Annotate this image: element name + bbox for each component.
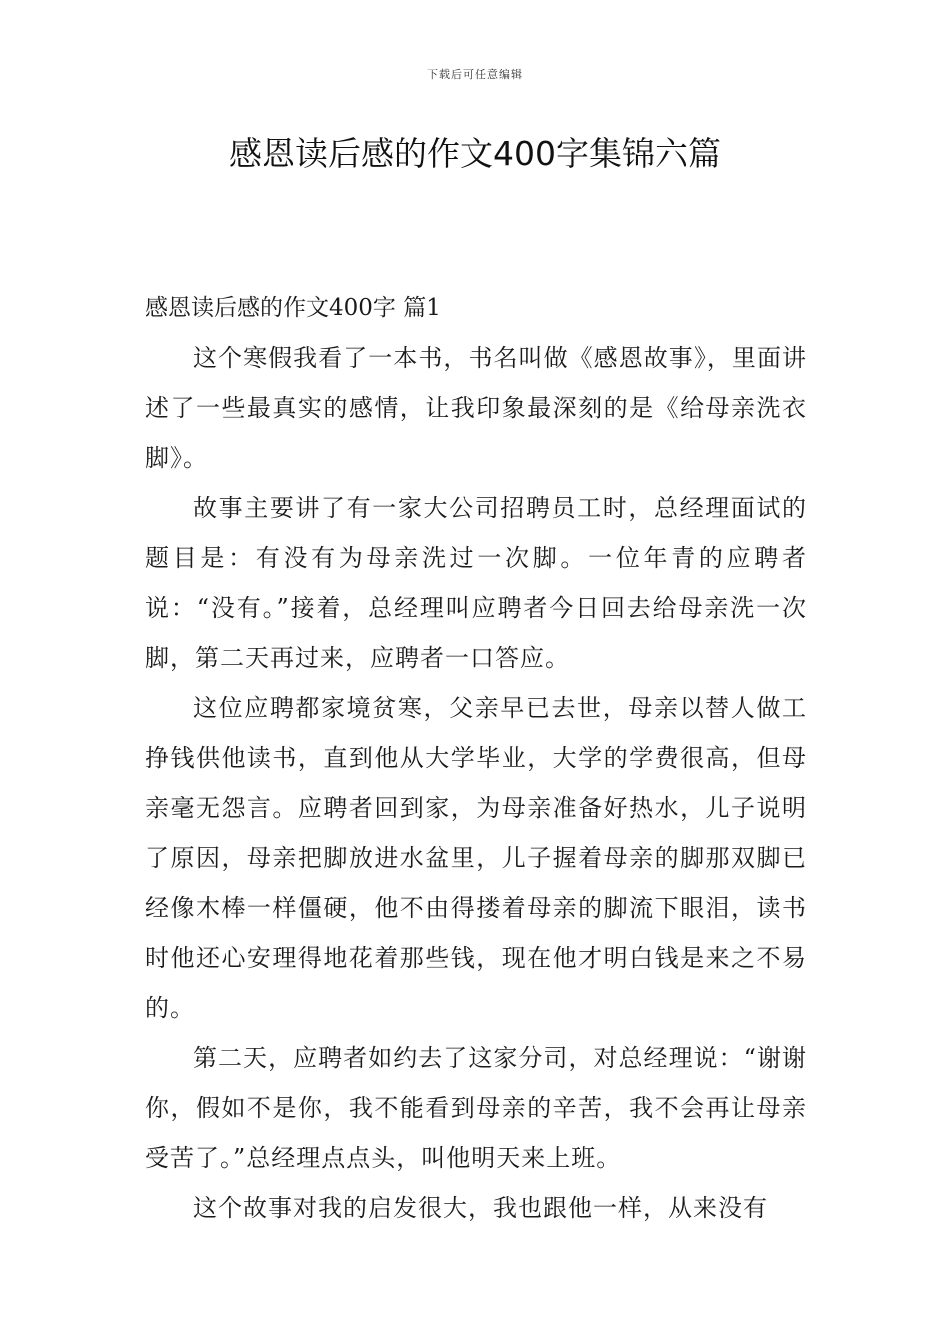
paragraph: 这个故事对我的启发很大，我也跟他一样，从来没有 bbox=[193, 1194, 768, 1222]
document-title: 感恩读后感的作文400字集锦六篇 bbox=[229, 134, 721, 173]
paragraph: 第二天，应聘者如约去了这家分司，对总经理说：“谢谢你，假如不是你，我不能看到母亲的辛苦，我不会再让母亲受苦了。”总经理点点头，叫他明天来上班。 bbox=[145, 1044, 807, 1172]
paragraph: 故事主要讲了有一家大公司招聘员工时，总经理面试的题目是：有没有为母亲洗过一次脚。一位年青的应聘者说：“没有。”接着，总经理叫应聘者今日回去给母亲洗一次脚，第二天再过来，应聘者一口答应。 bbox=[145, 494, 807, 672]
section-heading: 感恩读后感的作文400字 篇1 bbox=[145, 295, 441, 321]
document-body bbox=[145, 283, 807, 1233]
paragraph: 这个寒假我看了一本书，书名叫做《感恩故事》，里面讲述了一些最真实的感情，让我印象最深刻的是《给母亲洗衣脚》。 bbox=[145, 344, 807, 472]
header-note: 下载后可任意编辑 bbox=[427, 68, 523, 81]
paragraph: 这位应聘都家境贫寒，父亲早已去世，母亲以替人做工挣钱供他读书，直到他从大学毕业，大学的学费很高，但母亲毫无怨言。应聘者回到家，为母亲准备好热水，儿子说明了原因，母亲把脚放进水盆里，儿子握着母亲的脚那双脚已经像木棒一样僵硬，他不由得搂着母亲的脚流下眼泪，读书时他还心安理得地花着那些钱，现在他才明白钱是来之不易的。 bbox=[145, 694, 807, 1022]
